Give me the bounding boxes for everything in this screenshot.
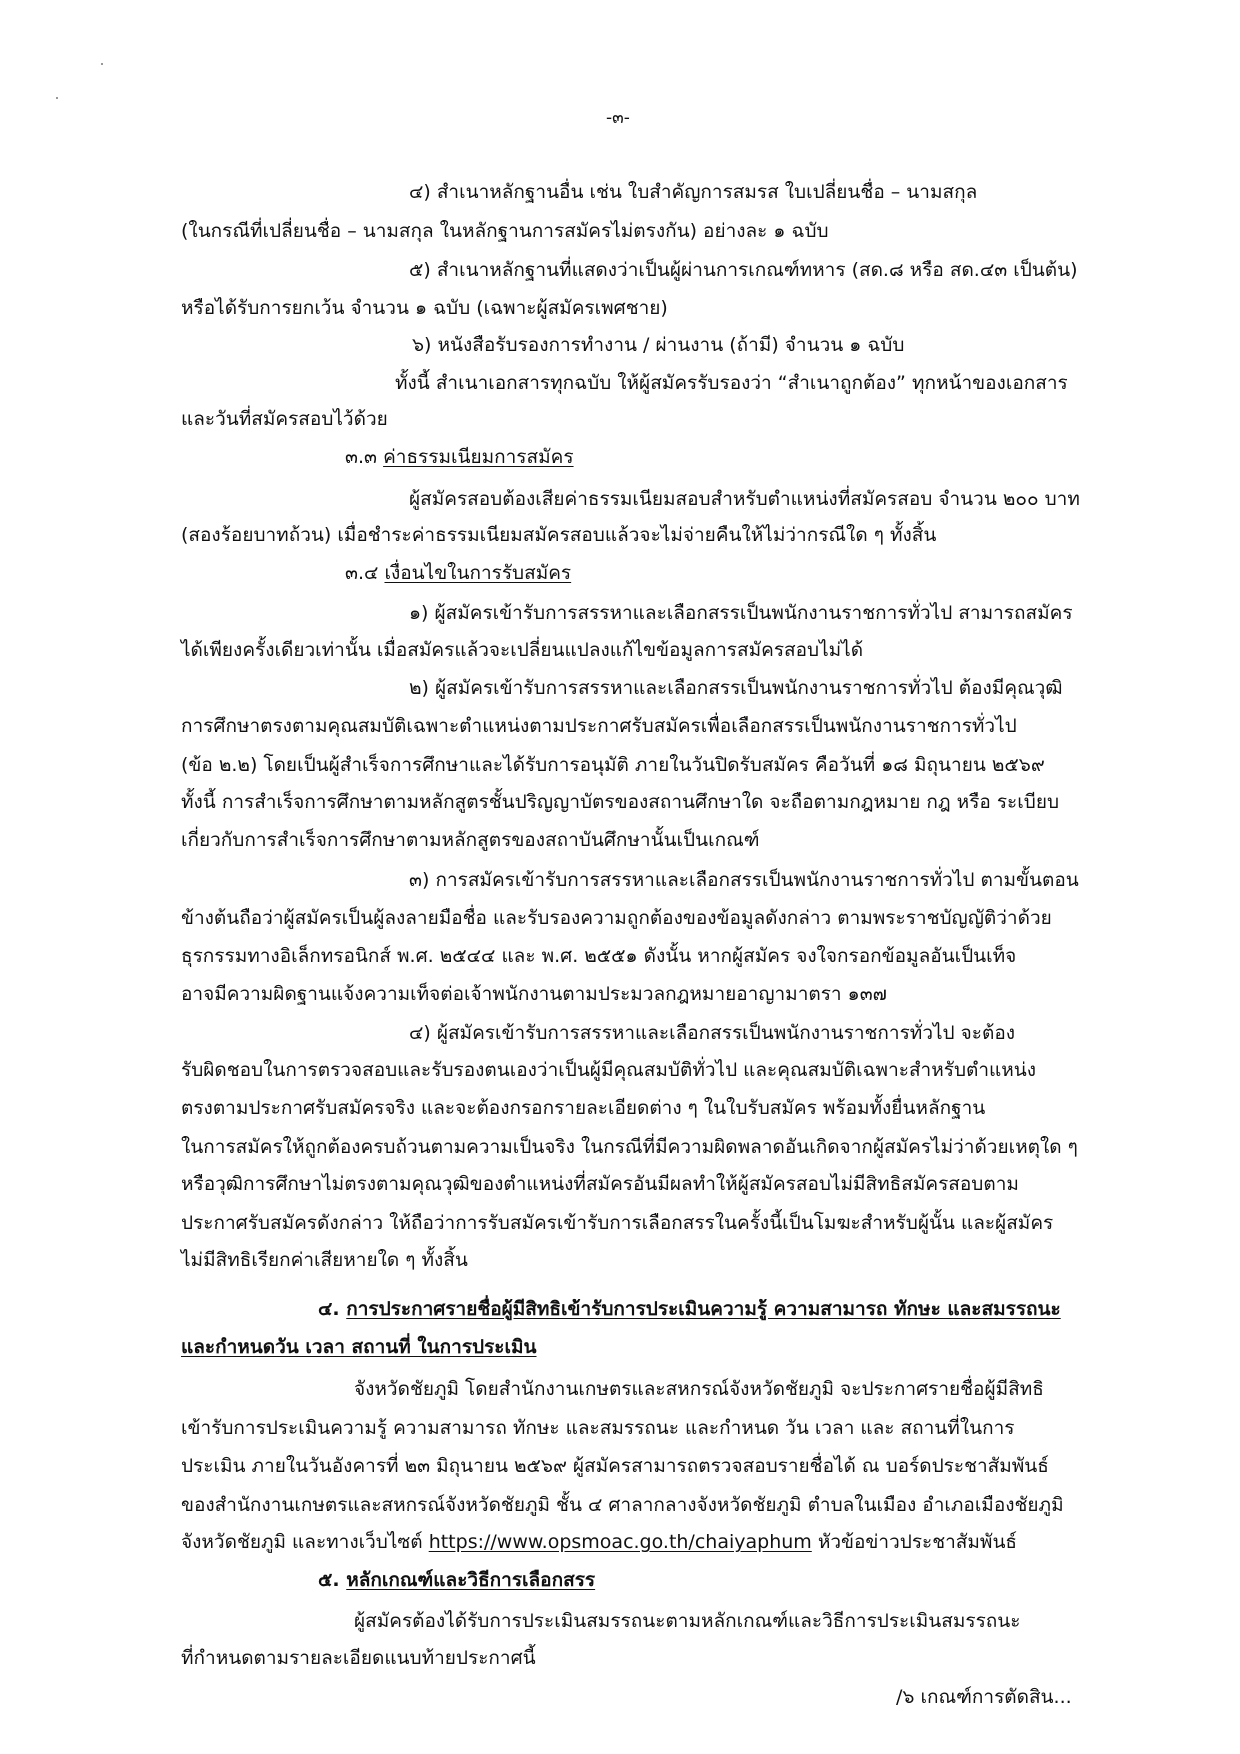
- section-number: ๔.: [318, 1298, 340, 1320]
- section-3-3-heading: [345, 442, 574, 472]
- section-title-line-1: การประกาศรายชื่อผู้มีสิทธิเข้ารับการประเมินความรู้ ความสามารถ ทักษะ และสมรรถนะ: [346, 1298, 1061, 1320]
- website-suffix: หัวข้อข่าวประชาสัมพันธ์: [817, 1531, 1018, 1553]
- section-3-3-line-2: (สองร้อยบาทถ้วน) เมื่อชำระค่าธรรมเนียมสมัครสอบแล้วจะไม่จ่ายคืนให้ไม่ว่ากรณีใด ๆ ทั้งสิ้น: [181, 524, 937, 546]
- condition-2-line-1: ๒) ผู้สมัครเข้ารับการสรรหาและเลือกสรรเป็นพนักงานราชการทั่วไป ต้องมีคุณวุฒิ: [409, 677, 1063, 699]
- section-5-heading: [318, 1565, 595, 1595]
- item-4-line-1: ๔) สำเนาหลักฐานอื่น เช่น ใบสำคัญการสมรส ใบเปลี่ยนชื่อ – นามสกุล: [409, 181, 978, 203]
- section-number: ๓.๔: [345, 562, 379, 584]
- condition-2-line-4: ทั้งนี้ การสำเร็จการศึกษาตามหลักสูตรชั้นปริญญาบัตรของสถานศึกษาใด จะถือตามกฎหมาย กฎ หรือ ระเบียบ: [181, 791, 1060, 813]
- condition-4-line-1: ๔) ผู้สมัครเข้ารับการสรรหาและเลือกสรรเป็นพนักงานราชการทั่วไป จะต้อง: [409, 1022, 1016, 1044]
- condition-1-line-1: ๑) ผู้สมัครเข้ารับการสรรหาและเลือกสรรเป็นพนักงานราชการทั่วไป สามารถสมัคร: [409, 602, 1073, 624]
- condition-2-line-5: เกี่ยวกับการสำเร็จการศึกษาตามหลักสูตรของสถาบันศึกษานั้นเป็นเกณฑ์: [181, 829, 760, 851]
- section-4-title-line-2: และกำหนดวัน เวลา สถานที่ ในการประเมิน: [181, 1336, 537, 1358]
- condition-4-line-7: ไม่มีสิทธิเรียกค่าเสียหายใด ๆ ทั้งสิ้น: [181, 1249, 468, 1271]
- section-5-line-2: ที่กำหนดตามรายละเอียดแนบท้ายประกาศนี้: [181, 1647, 536, 1669]
- section-5-line-1: ผู้สมัครต้องได้รับการประเมินสมรรถนะตามหลักเกณฑ์และวิธีการประเมินสมรรถนะ: [354, 1610, 1021, 1632]
- scan-speck: [101, 63, 103, 65]
- condition-3-line-3: ธุรกรรมทางอิเล็กทรอนิกส์ พ.ศ. ๒๕๔๔ และ พ.ศ. ๒๕๕๑ ดังนั้น หากผู้สมัคร จงใจกรอกข้อมูลอันเป็นเท็จ: [181, 945, 1017, 967]
- section-3-3-line-1: ผู้สมัครสอบต้องเสียค่าธรรมเนียมสอบสำหรับตำแหน่งที่สมัครสอบ จำนวน ๒๐๐ บาท: [409, 488, 1080, 510]
- item-5-line-2: หรือได้รับการยกเว้น จำนวน ๑ ฉบับ (เฉพาะผู้สมัครเพศชาย): [181, 297, 668, 319]
- condition-4-line-4: ในการสมัครให้ถูกต้องครบถ้วนตามความเป็นจริง ในกรณีที่มีความผิดพลาดอันเกิดจากผู้สมัครไม่ว่าด้วยเหตุใด ๆ: [181, 1136, 1078, 1158]
- note-line-2: และวันที่สมัครสอบไว้ด้วย: [181, 408, 388, 430]
- condition-3-line-4: อาจมีความผิดฐานแจ้งความเท็จต่อเจ้าพนักงานตามประมวลกฎหมายอาญามาตรา ๑๓๗: [181, 983, 887, 1005]
- condition-1-line-2: ได้เพียงครั้งเดียวเท่านั้น เมื่อสมัครแล้วจะเปลี่ยนแปลงแก้ไขข้อมูลการสมัครสอบไม่ได้: [181, 639, 864, 661]
- item-4-line-2: (ในกรณีที่เปลี่ยนชื่อ – นามสกุล ในหลักฐานการสมัครไม่ตรงกัน) อย่างละ ๑ ฉบับ: [181, 220, 829, 242]
- condition-4-line-3: ตรงตามประกาศรับสมัครจริง และจะต้องกรอกรายละเอียดต่าง ๆ ในใบรับสมัคร พร้อมทั้งยื่นหลักฐาน: [181, 1097, 986, 1119]
- condition-2-line-3: (ข้อ ๒.๒) โดยเป็นผู้สำเร็จการศึกษาและได้รับการอนุมัติ ภายในวันปิดรับสมัคร คือวันที่ ๑๘ มิถุนายน ๒๕๖๙: [181, 754, 1045, 776]
- scan-speck: [56, 97, 58, 99]
- section-3-4-heading: [345, 558, 571, 588]
- item-6-line-1: ๖) หนังสือรับรองการทำงาน / ผ่านงาน (ถ้ามี) จำนวน ๑ ฉบับ: [412, 334, 905, 356]
- section-4-line-5: [181, 1527, 1017, 1557]
- condition-2-line-2: การศึกษาตรงตามคุณสมบัติเฉพาะตำแหน่งตามประกาศรับสมัครเพื่อเลือกสรรเป็นพนักงานราชการทั่วไป: [181, 715, 1017, 737]
- note-line-1: ทั้งนี้ สำเนาเอกสารทุกฉบับ ให้ผู้สมัครรับรองว่า “สำเนาถูกต้อง” ทุกหน้าของเอกสาร: [395, 372, 1068, 394]
- section-number: ๓.๓: [345, 446, 378, 468]
- section-title: เงื่อนไขในการรับสมัคร: [384, 562, 572, 584]
- condition-4-line-6: ประกาศรับสมัครดังกล่าว ให้ถือว่าการรับสมัครเข้ารับการเลือกสรรในครั้งนี้เป็นโมฆะสำหรับผู้นั้น และผู้สมัคร: [181, 1212, 1054, 1234]
- condition-4-line-2: รับผิดชอบในการตรวจสอบและรับรองตนเองว่าเป็นผู้มีคุณสมบัติทั่วไป และคุณสมบัติเฉพาะสำหรับตำแหน่ง: [181, 1059, 1037, 1081]
- section-4-line-2: เข้ารับการประเมินความรู้ ความสามารถ ทักษะ และสมรรถนะ และกำหนด วัน เวลา และ สถานที่ในการ: [181, 1417, 1015, 1439]
- condition-3-line-1: ๓) การสมัครเข้ารับการสรรหาและเลือกสรรเป็นพนักงานราชการทั่วไป ตามขั้นตอน: [409, 869, 1079, 891]
- continuation-note: /๖ เกณฑ์การตัดสิน...: [896, 1686, 1072, 1708]
- website-link[interactable]: https://www.opsmoac.go.th/chaiyaphum: [428, 1531, 812, 1553]
- section-4-heading: [318, 1294, 1061, 1324]
- item-5-line-1: ๕) สำเนาหลักฐานที่แสดงว่าเป็นผู้ผ่านการเกณฑ์ทหาร (สด.๘ หรือ สด.๔๓ เป็นต้น): [409, 259, 1078, 281]
- page-number: -๓-: [606, 108, 630, 128]
- section-4-line-4: ของสำนักงานเกษตรและสหกรณ์จังหวัดชัยภูมิ ชั้น ๔ ศาลากลางจังหวัดชัยภูมิ ตำบลในเมือง อำเภอเมืองชัยภูมิ: [181, 1494, 1064, 1516]
- condition-3-line-2: ข้างต้นถือว่าผู้สมัครเป็นผู้ลงลายมือชื่อ และรับรองความถูกต้องของข้อมูลดังกล่าว ตามพระราชบัญญัติว่าด้วย: [181, 907, 1052, 929]
- section-4-line-3: ประเมิน ภายในวันอังคารที่ ๒๓ มิถุนายน ๒๕๖๙ ผู้สมัครสามารถตรวจสอบรายชื่อได้ ณ บอร์ดประชาสัมพันธ์: [181, 1455, 1049, 1477]
- website-prefix: จังหวัดชัยภูมิ และทางเว็บไซต์: [181, 1531, 423, 1553]
- section-title: ค่าธรรมเนียมการสมัคร: [383, 446, 574, 468]
- section-number: ๕.: [318, 1569, 340, 1591]
- condition-4-line-5: หรือวุฒิการศึกษาไม่ตรงตามคุณวุฒิของตำแหน่งที่สมัครอันมีผลทำให้ผู้สมัครสอบไม่มีสิทธิสมัครสอบตาม: [181, 1173, 1019, 1195]
- section-title: หลักเกณฑ์และวิธีการเลือกสรร: [346, 1569, 596, 1591]
- section-4-line-1: จังหวัดชัยภูมิ โดยสำนักงานเกษตรและสหกรณ์จังหวัดชัยภูมิ จะประกาศรายชื่อผู้มีสิทธิ: [354, 1378, 1044, 1400]
